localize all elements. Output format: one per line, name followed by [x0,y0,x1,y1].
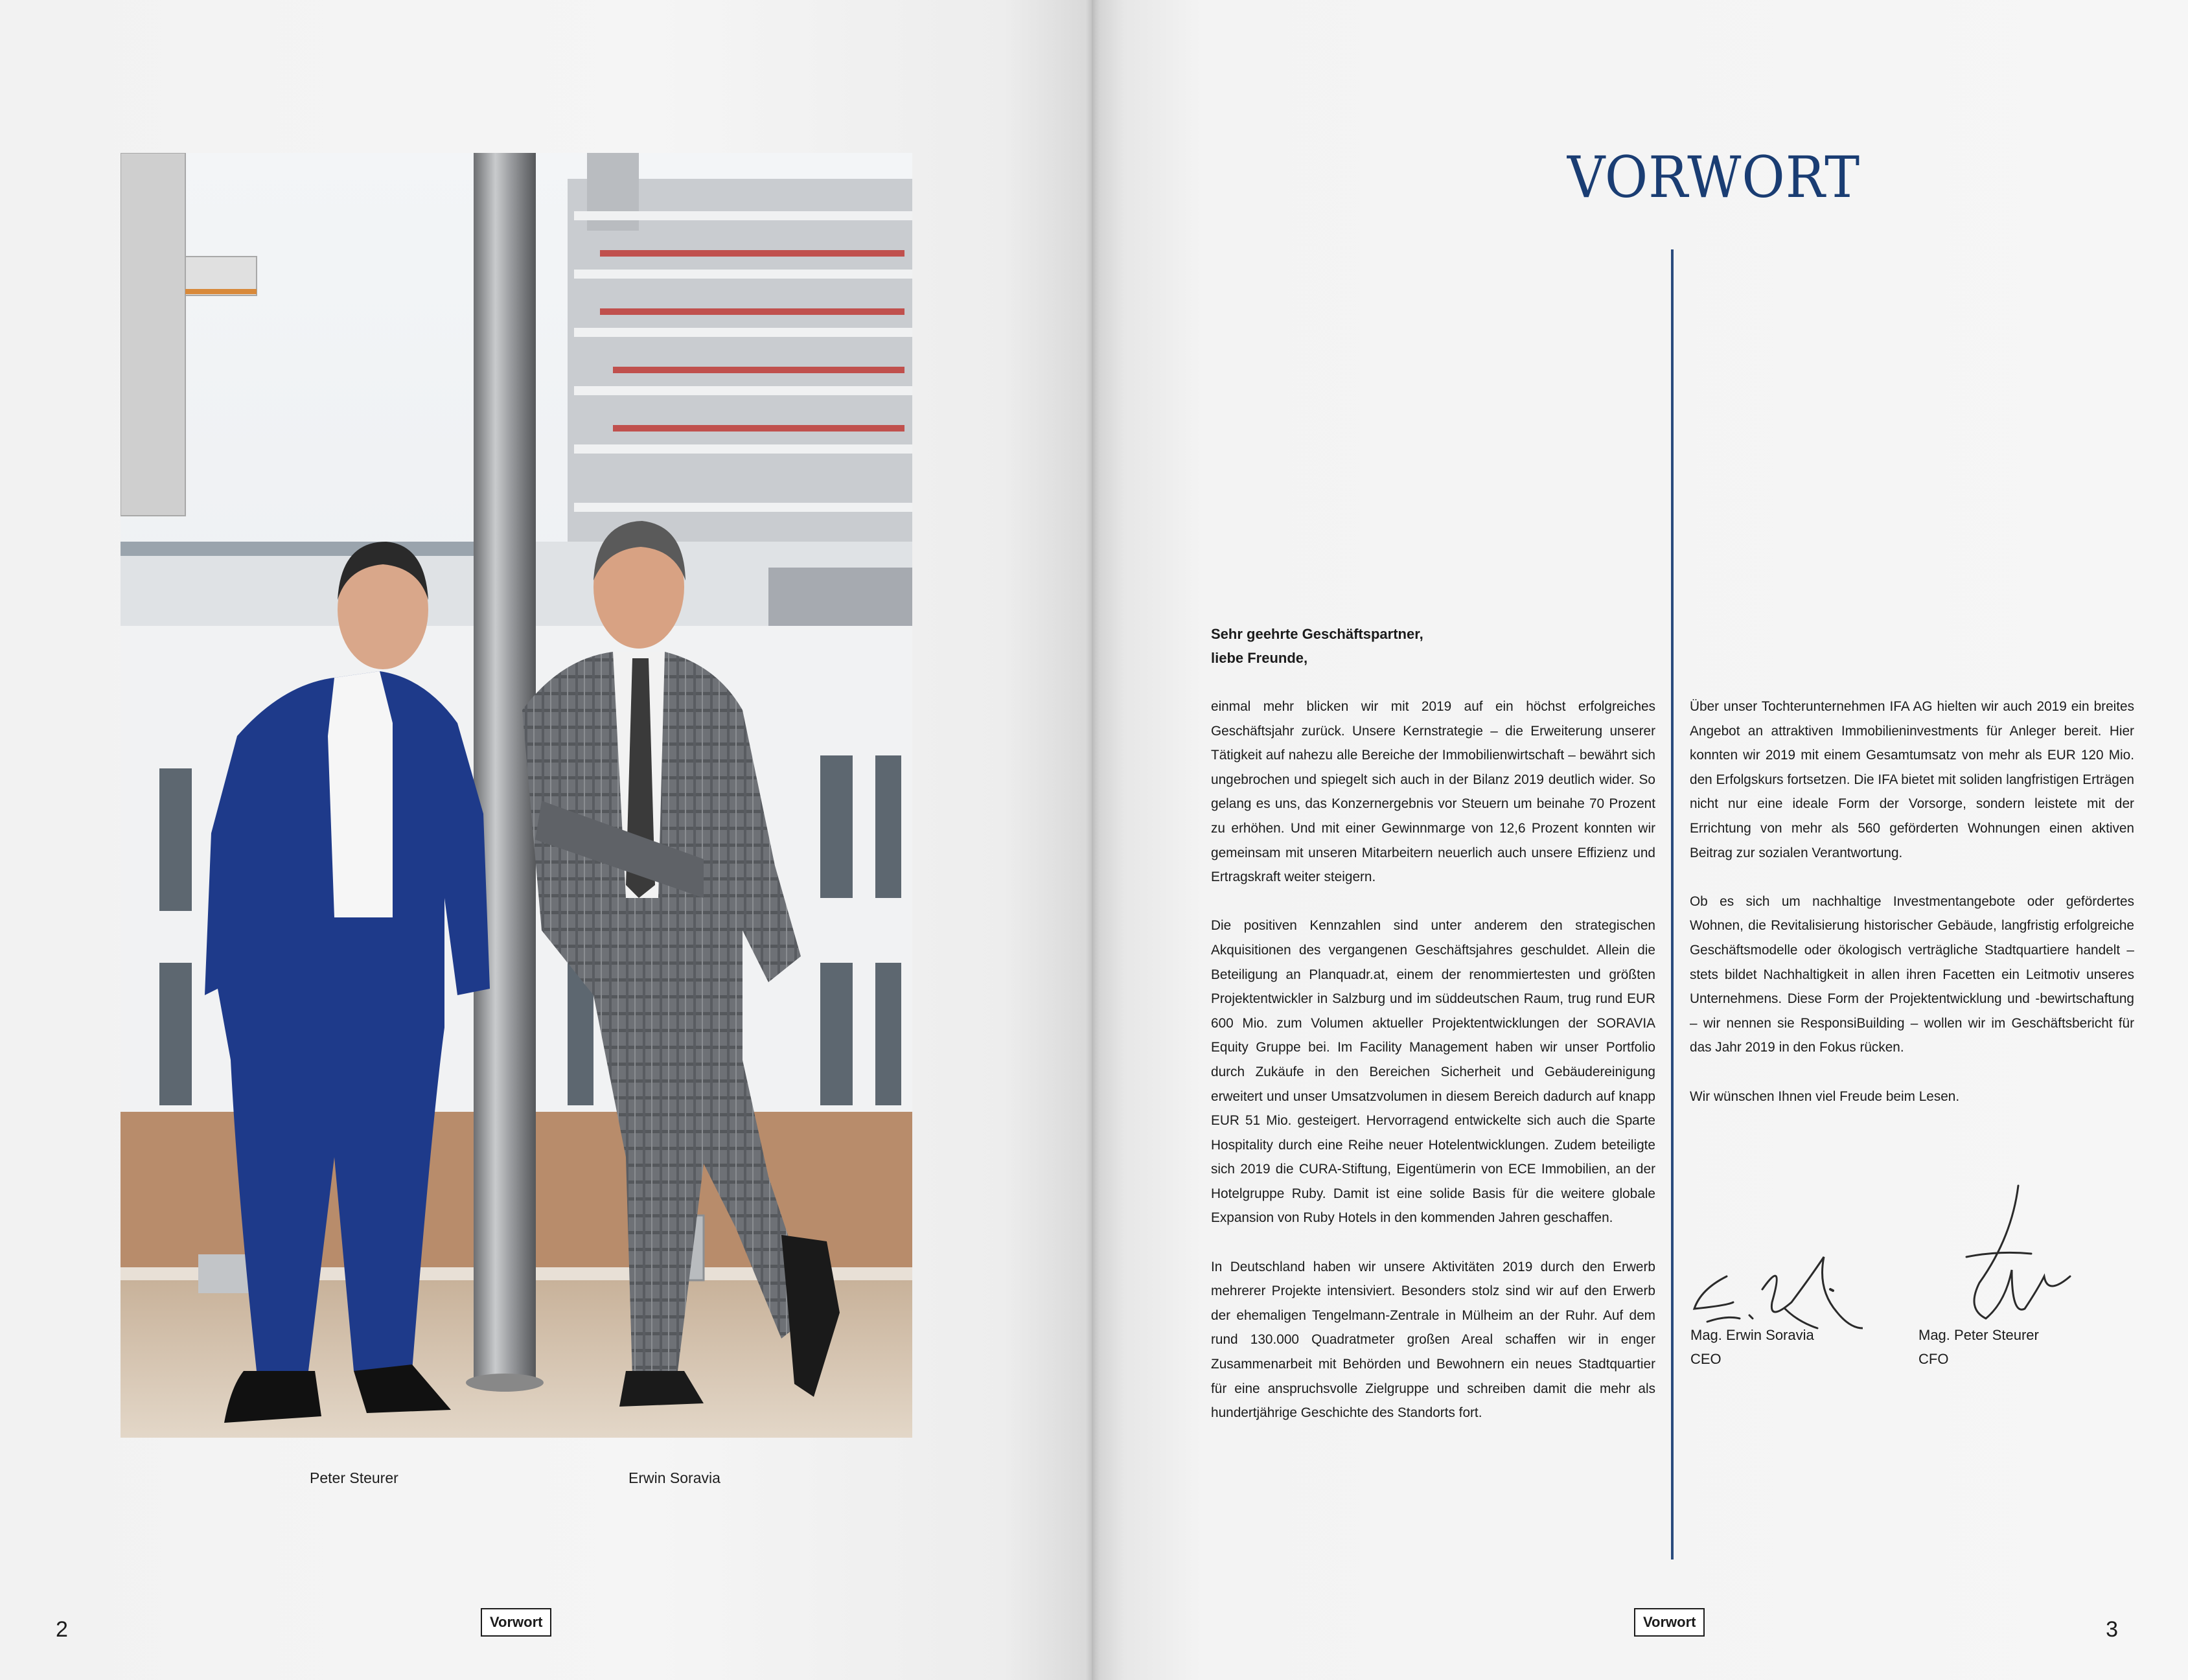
salutation [1211,622,1664,670]
paragraph: einmal mehr blicken wir mit 2019 auf ein höchst erfolgreiches Geschäftsjahr zurück. Unsere Kernstrategie – die Erweiterung unserer Tätigkeit auf nahezu alle Bereiche der Immobilienwirtschaft – bewährt sich ungebrochen und spiegelt sich auch in der Bilanz 2019 deutlich wider. So gelang es uns, das Konzernergebnis vor Steuern um beinahe 70 Prozent zu erhöhen. Und mit einer Gewinnmarge von 12,6 Prozent konnten wir gemeinsam mit unseren Mitarbeitern neuerlich auch unsere Effizienz und Ertragskraft weiter steigern. [1211,699,1655,885]
right-page [1092,0,2188,1680]
salutation-line-2: liebe Freunde, [1211,650,1308,666]
paragraph: Ob es sich um nachhaltige Investmentangebote oder gefördertes Wohnen, die Revitalisierung historischer Gebäude, langfristig erfolgreiche Geschäftsmodelle oder ökologisch verträgliche Stadtquartiere handelt – stets bildet Nachhaltigkeit in allen ihren Facetten ein Leitmotiv unseres Unternehmens. Diese Form der Projektentwicklung und -bewirtschaftung – wir nennen sie ResponsiBuilding – wollen wir im Geschäftsbericht für das Jahr 2019 in den Fokus rücken. [1690,893,2134,1055]
signatory-1 [1690,1323,1814,1371]
running-head-left: Vorwort [481,1608,551,1637]
portrait-photo [121,153,912,1438]
paragraph: Über unser Tochterunternehmen IFA AG hielten wir auch 2019 ein breites Angebot an attraktiven Immobilieninvestments für Anleger bereit. Hier konnten wir 2019 mit einem Gesamtumsatz von mehr als EUR 120 Mio. den Erfolgskurs fortsetzen. Die IFA bietet mit soliden langfristigen Erträgen nicht nur eine ideale Form der Vorsorge, sondern leistete mit der Errichtung von mehr als 560 geförderten Wohnungen einen aktiven Beitrag zur sozialen Verantwortung. [1690,699,2134,860]
text-column-1 [1211,695,1655,1449]
signatory-1-name: Mag. Erwin Soravia [1690,1327,1814,1343]
page-title: VORWORT [1567,144,1861,211]
salutation-line-1: Sehr geehrte Geschäftspartner, [1211,626,1423,642]
vertical-rule [1671,249,1674,1559]
photo-illustration [121,153,912,1438]
caption-erwin-soravia: Erwin Soravia [628,1469,720,1486]
signatory-2 [1918,1323,2039,1371]
left-page [0,0,1092,1680]
signatory-2-role: CFO [1918,1351,1949,1367]
paragraph: Wir wünschen Ihnen viel Freude beim Lesen. [1690,1088,1960,1104]
text-column-2 [1690,695,2134,1133]
page-number-right: 3 [2106,1617,2118,1642]
signatory-2-name: Mag. Peter Steurer [1918,1327,2039,1343]
paragraph: In Deutschland haben wir unsere Aktivitäten 2019 durch den Erwerb mehrerer Projekte intensiviert. Besonders stolz sind wir auf den Erwerb der ehemaligen Tengelmann-Zentrale in Mülheim an der Ruhr. Auf dem rund 130.000 Quadratmeter großen Areal schaffen wir in enger Zusammenarbeit mit Behörden und Bewohnern ein neues Stadtquartier für eine anspruchsvolle Zielgruppe und schreiben damit die mehr als hundertjährige Geschichte des Standorts fort. [1211,1259,1655,1421]
page-number-left: 2 [56,1617,68,1642]
page-gutter-shadow [1086,0,1100,1680]
signature-peter-steurer [1940,1179,2083,1341]
running-head-right: Vorwort [1634,1608,1705,1637]
caption-peter-steurer: Peter Steurer [310,1469,398,1486]
paragraph: Die positiven Kennzahlen sind unter anderem den strategischen Akquisitionen des vergangenen Geschäftsjahres geschuldet. Allein die Beteiligung an Planquadr.at, einem der renommiertesten und größten Projektentwickler in Salzburg und im süddeutschen Raum, trug rund EUR 600 Mio. zum Volumen aktueller Projektentwicklungen der SORAVIA Equity Gruppe bei. Im Facility Management haben wir unser Portfolio durch Zukäufe in den Bereichen Sicherheit und Gebäudereinigung erweitert und unser Umsatzvolumen in diesem Bereich dadurch auf knapp EUR 51 Mio. gesteigert. Hervorragend entwickelte sich auch die Sparte Hospitality durch eine Reihe neuer Hotelentwicklungen. Zudem beteiligte sich 2019 die CURA-Stiftung, Eigentümerin von ECE Immobilien, an der Hotelgruppe Ruby. Damit ist eine solide Basis für die weitere globale Expansion von Ruby Hotels in den kommenden Jahren geschaffen. [1211,918,1655,1226]
signatory-1-role: CEO [1690,1351,1722,1367]
